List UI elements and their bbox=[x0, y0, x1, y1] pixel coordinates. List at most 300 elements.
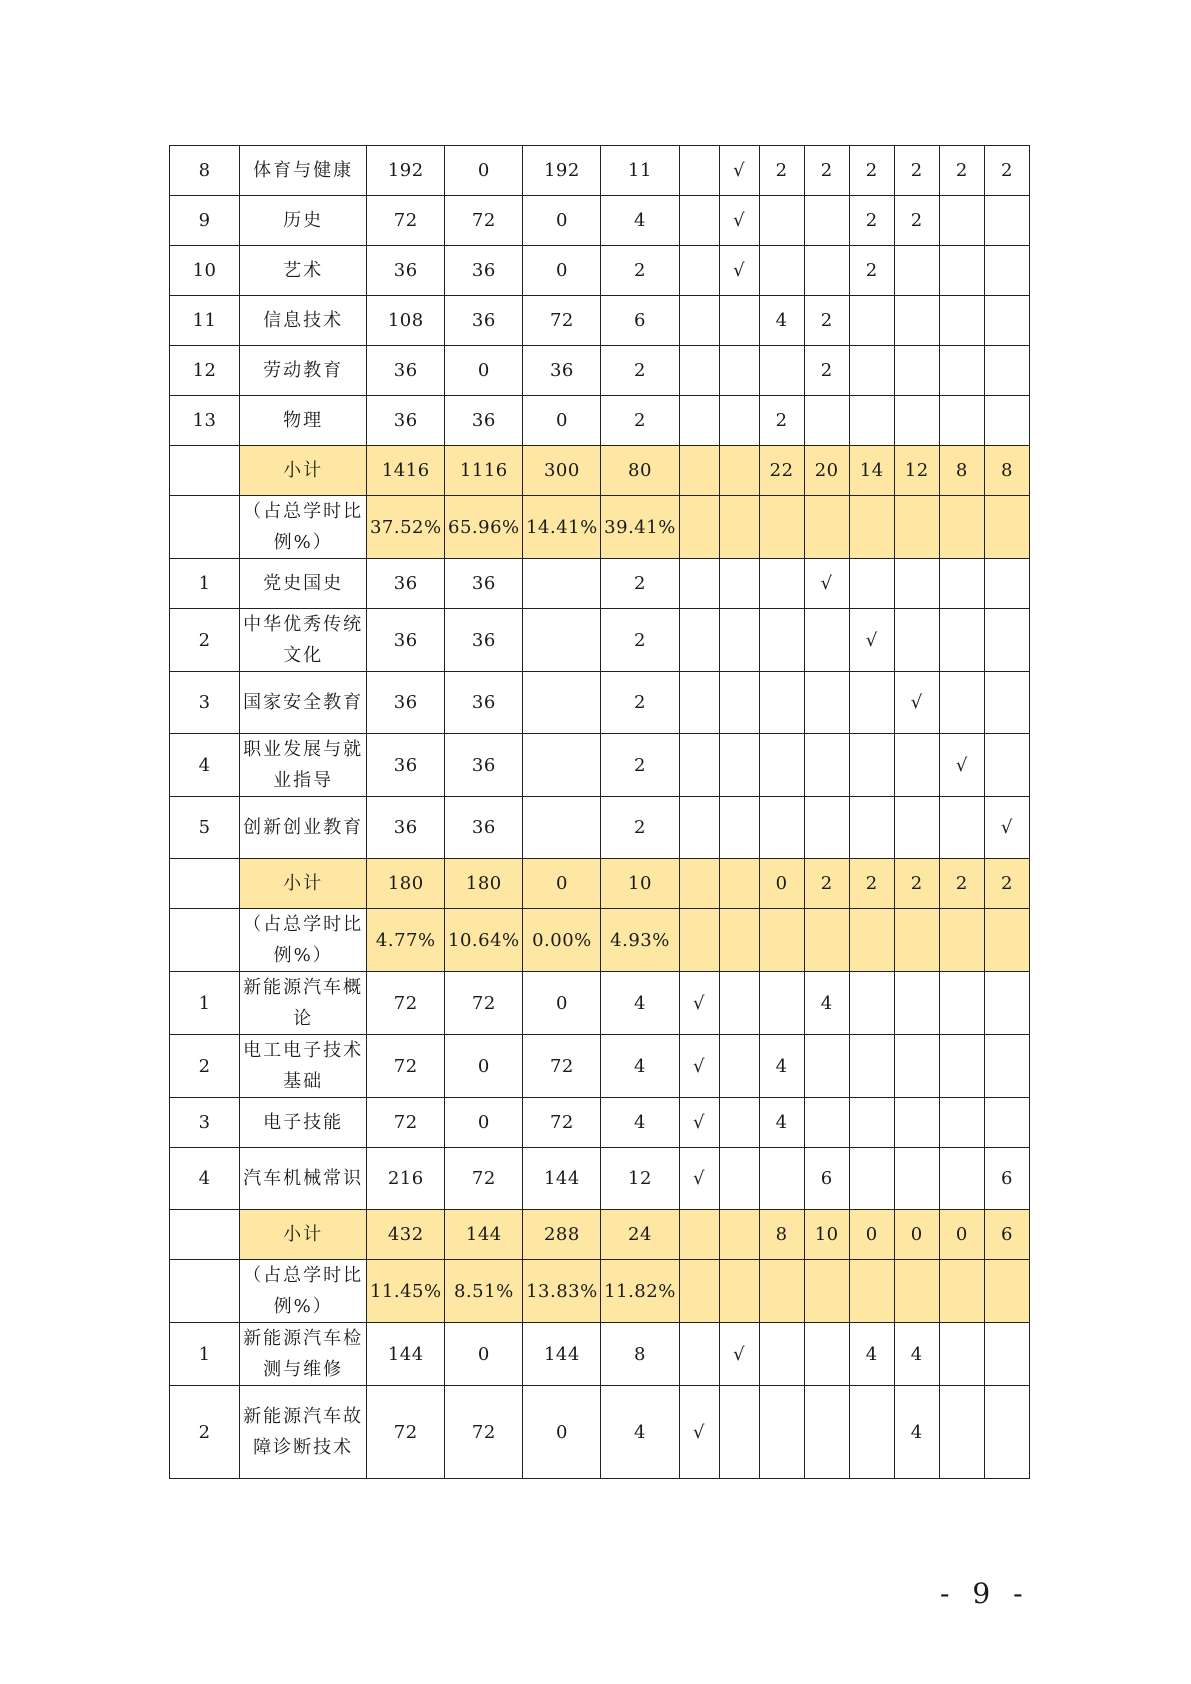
cell-practice-hours: 14.41% bbox=[523, 496, 601, 559]
cell-sem6 bbox=[984, 346, 1029, 396]
cell-total-hours: 36 bbox=[367, 559, 445, 609]
table-body bbox=[170, 146, 1030, 1479]
table-row bbox=[170, 672, 1030, 734]
cell-course-name: 信息技术 bbox=[240, 296, 367, 346]
cell-total-hours: 432 bbox=[367, 1210, 445, 1260]
cell-practice-hours: 72 bbox=[523, 296, 601, 346]
cell-sem2: 6 bbox=[804, 1148, 849, 1210]
cell-sem2: √ bbox=[804, 559, 849, 609]
table-row bbox=[170, 1035, 1030, 1098]
cell-credits: 24 bbox=[601, 1210, 679, 1260]
cell-sem3: 14 bbox=[849, 446, 894, 496]
cell-exam-mark bbox=[679, 446, 719, 496]
cell-exam-mark bbox=[679, 196, 719, 246]
cell-index bbox=[170, 496, 240, 559]
cell-sem5 bbox=[939, 496, 984, 559]
cell-sem5: 2 bbox=[939, 146, 984, 196]
cell-sem4 bbox=[894, 909, 939, 972]
cell-check-mark bbox=[719, 346, 759, 396]
cell-sem2 bbox=[804, 1323, 849, 1386]
cell-index: 2 bbox=[170, 1035, 240, 1098]
cell-sem6: 6 bbox=[984, 1210, 1029, 1260]
cell-exam-mark bbox=[679, 1260, 719, 1323]
cell-sem2 bbox=[804, 1098, 849, 1148]
cell-practice-hours: 144 bbox=[523, 1148, 601, 1210]
cell-check-mark bbox=[719, 296, 759, 346]
cell-sem3: 2 bbox=[849, 246, 894, 296]
cell-sem2 bbox=[804, 246, 849, 296]
cell-sem2 bbox=[804, 1035, 849, 1098]
cell-sem6 bbox=[984, 196, 1029, 246]
cell-sem5 bbox=[939, 672, 984, 734]
cell-index: 4 bbox=[170, 1148, 240, 1210]
cell-course-name: （占总学时比例%） bbox=[240, 496, 367, 559]
cell-credits: 4 bbox=[601, 972, 679, 1035]
table-row bbox=[170, 734, 1030, 797]
cell-sem1: 2 bbox=[759, 146, 804, 196]
cell-practice-hours: 0.00% bbox=[523, 909, 601, 972]
table-row bbox=[170, 972, 1030, 1035]
cell-practice-hours: 36 bbox=[523, 346, 601, 396]
cell-index: 1 bbox=[170, 972, 240, 1035]
cell-practice-hours: 13.83% bbox=[523, 1260, 601, 1323]
cell-exam-mark: √ bbox=[679, 1148, 719, 1210]
cell-theory-hours: 36 bbox=[445, 246, 523, 296]
cell-total-hours: 36 bbox=[367, 797, 445, 859]
cell-check-mark bbox=[719, 859, 759, 909]
table-row bbox=[170, 1386, 1030, 1479]
cell-sem5 bbox=[939, 196, 984, 246]
cell-sem3 bbox=[849, 1260, 894, 1323]
cell-credits: 2 bbox=[601, 246, 679, 296]
table-row bbox=[170, 146, 1030, 196]
cell-exam-mark bbox=[679, 559, 719, 609]
cell-exam-mark: √ bbox=[679, 1035, 719, 1098]
cell-credits: 11 bbox=[601, 146, 679, 196]
cell-theory-hours: 10.64% bbox=[445, 909, 523, 972]
cell-sem5 bbox=[939, 1260, 984, 1323]
cell-practice-hours: 144 bbox=[523, 1323, 601, 1386]
cell-sem3: 2 bbox=[849, 859, 894, 909]
cell-course-name: 物理 bbox=[240, 396, 367, 446]
cell-sem3 bbox=[849, 672, 894, 734]
cell-theory-hours: 65.96% bbox=[445, 496, 523, 559]
cell-sem5 bbox=[939, 246, 984, 296]
cell-sem6 bbox=[984, 734, 1029, 797]
cell-credits: 2 bbox=[601, 672, 679, 734]
cell-exam-mark bbox=[679, 146, 719, 196]
cell-sem4: 2 bbox=[894, 859, 939, 909]
cell-sem4 bbox=[894, 559, 939, 609]
cell-credits: 4 bbox=[601, 1098, 679, 1148]
table-row bbox=[170, 196, 1030, 246]
cell-total-hours: 36 bbox=[367, 346, 445, 396]
cell-sem5 bbox=[939, 396, 984, 446]
cell-sem5 bbox=[939, 972, 984, 1035]
cell-check-mark bbox=[719, 396, 759, 446]
cell-sem4: 2 bbox=[894, 196, 939, 246]
cell-total-hours: 108 bbox=[367, 296, 445, 346]
table-row bbox=[170, 559, 1030, 609]
cell-theory-hours: 36 bbox=[445, 296, 523, 346]
cell-sem5 bbox=[939, 559, 984, 609]
cell-practice-hours: 0 bbox=[523, 396, 601, 446]
cell-practice-hours: 300 bbox=[523, 446, 601, 496]
cell-practice-hours: 72 bbox=[523, 1098, 601, 1148]
cell-exam-mark bbox=[679, 797, 719, 859]
cell-index: 3 bbox=[170, 672, 240, 734]
cell-sem1 bbox=[759, 1386, 804, 1479]
table-row bbox=[170, 296, 1030, 346]
cell-theory-hours: 36 bbox=[445, 396, 523, 446]
cell-sem6 bbox=[984, 672, 1029, 734]
cell-course-name: 小计 bbox=[240, 1210, 367, 1260]
cell-total-hours: 216 bbox=[367, 1148, 445, 1210]
cell-total-hours: 36 bbox=[367, 246, 445, 296]
course-hours-table bbox=[169, 145, 1030, 1479]
cell-sem1 bbox=[759, 246, 804, 296]
cell-practice-hours: 288 bbox=[523, 1210, 601, 1260]
cell-credits: 6 bbox=[601, 296, 679, 346]
cell-course-name: 电子技能 bbox=[240, 1098, 367, 1148]
cell-course-name: 新能源汽车概论 bbox=[240, 972, 367, 1035]
cell-course-name: 中华优秀传统文化 bbox=[240, 609, 367, 672]
cell-credits: 2 bbox=[601, 396, 679, 446]
cell-course-name: 新能源汽车故障诊断技术 bbox=[240, 1386, 367, 1479]
cell-sem6 bbox=[984, 559, 1029, 609]
cell-index: 2 bbox=[170, 609, 240, 672]
cell-sem6: 2 bbox=[984, 146, 1029, 196]
cell-practice-hours: 72 bbox=[523, 1035, 601, 1098]
cell-exam-mark bbox=[679, 859, 719, 909]
cell-theory-hours: 72 bbox=[445, 1148, 523, 1210]
cell-sem2: 10 bbox=[804, 1210, 849, 1260]
cell-theory-hours: 72 bbox=[445, 196, 523, 246]
cell-credits: 2 bbox=[601, 609, 679, 672]
cell-practice-hours bbox=[523, 672, 601, 734]
table-row bbox=[170, 1323, 1030, 1386]
cell-sem4 bbox=[894, 609, 939, 672]
cell-sem3 bbox=[849, 346, 894, 396]
cell-sem1 bbox=[759, 609, 804, 672]
cell-course-name: 国家安全教育 bbox=[240, 672, 367, 734]
cell-sem1 bbox=[759, 909, 804, 972]
cell-sem1 bbox=[759, 496, 804, 559]
cell-sem3 bbox=[849, 909, 894, 972]
cell-sem5: 8 bbox=[939, 446, 984, 496]
cell-sem3 bbox=[849, 296, 894, 346]
cell-course-name: （占总学时比例%） bbox=[240, 909, 367, 972]
cell-exam-mark bbox=[679, 496, 719, 559]
cell-sem1 bbox=[759, 559, 804, 609]
cell-sem2 bbox=[804, 672, 849, 734]
table-row bbox=[170, 797, 1030, 859]
cell-total-hours: 72 bbox=[367, 1098, 445, 1148]
cell-index: 1 bbox=[170, 559, 240, 609]
cell-sem5: 0 bbox=[939, 1210, 984, 1260]
cell-check-mark: √ bbox=[719, 196, 759, 246]
cell-total-hours: 4.77% bbox=[367, 909, 445, 972]
cell-index bbox=[170, 859, 240, 909]
cell-exam-mark bbox=[679, 672, 719, 734]
cell-total-hours: 180 bbox=[367, 859, 445, 909]
cell-index: 11 bbox=[170, 296, 240, 346]
cell-course-name: 历史 bbox=[240, 196, 367, 246]
cell-sem1: 2 bbox=[759, 396, 804, 446]
cell-course-name: 小计 bbox=[240, 859, 367, 909]
cell-exam-mark: √ bbox=[679, 1386, 719, 1479]
cell-check-mark bbox=[719, 797, 759, 859]
cell-check-mark: √ bbox=[719, 246, 759, 296]
cell-sem2 bbox=[804, 196, 849, 246]
cell-theory-hours: 8.51% bbox=[445, 1260, 523, 1323]
cell-total-hours: 72 bbox=[367, 196, 445, 246]
cell-index: 9 bbox=[170, 196, 240, 246]
cell-sem4 bbox=[894, 1035, 939, 1098]
cell-sem2 bbox=[804, 396, 849, 446]
cell-sem5 bbox=[939, 1035, 984, 1098]
page-number: - 9 - bbox=[940, 1577, 1030, 1610]
cell-credits: 4 bbox=[601, 1386, 679, 1479]
subtotal-row bbox=[170, 859, 1030, 909]
cell-exam-mark bbox=[679, 1323, 719, 1386]
cell-course-name: 电工电子技术基础 bbox=[240, 1035, 367, 1098]
cell-sem4: 4 bbox=[894, 1386, 939, 1479]
cell-sem6 bbox=[984, 396, 1029, 446]
cell-index: 5 bbox=[170, 797, 240, 859]
table-row bbox=[170, 246, 1030, 296]
cell-credits: 12 bbox=[601, 1148, 679, 1210]
cell-sem6 bbox=[984, 609, 1029, 672]
ratio-row bbox=[170, 909, 1030, 972]
cell-practice-hours bbox=[523, 609, 601, 672]
cell-sem3 bbox=[849, 1148, 894, 1210]
cell-index bbox=[170, 1210, 240, 1260]
cell-course-name: （占总学时比例%） bbox=[240, 1260, 367, 1323]
cell-theory-hours: 36 bbox=[445, 609, 523, 672]
cell-sem3: 4 bbox=[849, 1323, 894, 1386]
cell-practice-hours bbox=[523, 734, 601, 797]
cell-sem6: √ bbox=[984, 797, 1029, 859]
cell-practice-hours: 0 bbox=[523, 972, 601, 1035]
cell-sem3 bbox=[849, 1035, 894, 1098]
cell-sem5 bbox=[939, 797, 984, 859]
cell-check-mark bbox=[719, 972, 759, 1035]
cell-sem6 bbox=[984, 1260, 1029, 1323]
cell-sem5: √ bbox=[939, 734, 984, 797]
cell-sem6 bbox=[984, 1323, 1029, 1386]
cell-sem3 bbox=[849, 396, 894, 446]
cell-sem2 bbox=[804, 734, 849, 797]
cell-check-mark bbox=[719, 446, 759, 496]
cell-index bbox=[170, 1260, 240, 1323]
cell-credits: 80 bbox=[601, 446, 679, 496]
cell-check-mark bbox=[719, 1386, 759, 1479]
cell-sem4: 2 bbox=[894, 146, 939, 196]
cell-check-mark bbox=[719, 609, 759, 672]
cell-sem1: 22 bbox=[759, 446, 804, 496]
cell-sem5 bbox=[939, 1323, 984, 1386]
cell-sem1 bbox=[759, 972, 804, 1035]
cell-index bbox=[170, 446, 240, 496]
cell-sem5 bbox=[939, 909, 984, 972]
cell-theory-hours: 36 bbox=[445, 672, 523, 734]
cell-sem2 bbox=[804, 797, 849, 859]
cell-sem1: 4 bbox=[759, 1035, 804, 1098]
cell-sem4: √ bbox=[894, 672, 939, 734]
cell-exam-mark bbox=[679, 396, 719, 446]
cell-sem3: 2 bbox=[849, 146, 894, 196]
subtotal-row bbox=[170, 446, 1030, 496]
cell-sem3 bbox=[849, 1098, 894, 1148]
cell-sem1: 0 bbox=[759, 859, 804, 909]
cell-credits: 4 bbox=[601, 1035, 679, 1098]
cell-exam-mark bbox=[679, 296, 719, 346]
cell-course-name: 劳动教育 bbox=[240, 346, 367, 396]
cell-course-name: 体育与健康 bbox=[240, 146, 367, 196]
cell-exam-mark bbox=[679, 909, 719, 972]
cell-sem1 bbox=[759, 196, 804, 246]
cell-exam-mark bbox=[679, 1210, 719, 1260]
cell-theory-hours: 0 bbox=[445, 1323, 523, 1386]
cell-sem5 bbox=[939, 346, 984, 396]
cell-sem4 bbox=[894, 1148, 939, 1210]
cell-sem6: 8 bbox=[984, 446, 1029, 496]
cell-credits: 8 bbox=[601, 1323, 679, 1386]
cell-sem2: 2 bbox=[804, 146, 849, 196]
cell-check-mark bbox=[719, 909, 759, 972]
cell-sem4 bbox=[894, 396, 939, 446]
cell-sem4 bbox=[894, 972, 939, 1035]
cell-total-hours: 72 bbox=[367, 1386, 445, 1479]
cell-check-mark bbox=[719, 1210, 759, 1260]
cell-practice-hours: 0 bbox=[523, 859, 601, 909]
cell-theory-hours: 0 bbox=[445, 1035, 523, 1098]
cell-sem3 bbox=[849, 797, 894, 859]
cell-sem4 bbox=[894, 296, 939, 346]
cell-sem3: 0 bbox=[849, 1210, 894, 1260]
cell-sem3: √ bbox=[849, 609, 894, 672]
cell-index: 1 bbox=[170, 1323, 240, 1386]
cell-index: 2 bbox=[170, 1386, 240, 1479]
cell-index: 8 bbox=[170, 146, 240, 196]
cell-practice-hours: 192 bbox=[523, 146, 601, 196]
cell-course-name: 小计 bbox=[240, 446, 367, 496]
cell-sem2: 20 bbox=[804, 446, 849, 496]
cell-sem2 bbox=[804, 909, 849, 972]
cell-credits: 2 bbox=[601, 797, 679, 859]
cell-sem3 bbox=[849, 972, 894, 1035]
cell-sem6 bbox=[984, 1098, 1029, 1148]
cell-sem3 bbox=[849, 734, 894, 797]
cell-theory-hours: 36 bbox=[445, 559, 523, 609]
cell-index: 12 bbox=[170, 346, 240, 396]
cell-sem5: 2 bbox=[939, 859, 984, 909]
cell-total-hours: 1416 bbox=[367, 446, 445, 496]
cell-sem5 bbox=[939, 1148, 984, 1210]
cell-sem1: 8 bbox=[759, 1210, 804, 1260]
cell-sem1 bbox=[759, 797, 804, 859]
cell-sem4 bbox=[894, 797, 939, 859]
cell-sem4 bbox=[894, 1260, 939, 1323]
subtotal-row bbox=[170, 1210, 1030, 1260]
cell-sem3 bbox=[849, 559, 894, 609]
cell-index: 3 bbox=[170, 1098, 240, 1148]
cell-sem5 bbox=[939, 296, 984, 346]
cell-sem1: 4 bbox=[759, 296, 804, 346]
cell-sem6: 6 bbox=[984, 1148, 1029, 1210]
cell-exam-mark: √ bbox=[679, 1098, 719, 1148]
cell-sem6: 2 bbox=[984, 859, 1029, 909]
cell-theory-hours: 0 bbox=[445, 1098, 523, 1148]
cell-sem1 bbox=[759, 1148, 804, 1210]
cell-theory-hours: 0 bbox=[445, 146, 523, 196]
cell-credits: 39.41% bbox=[601, 496, 679, 559]
table-row bbox=[170, 396, 1030, 446]
cell-check-mark: √ bbox=[719, 1323, 759, 1386]
cell-credits: 4 bbox=[601, 196, 679, 246]
cell-exam-mark bbox=[679, 734, 719, 797]
cell-practice-hours bbox=[523, 559, 601, 609]
cell-check-mark bbox=[719, 496, 759, 559]
table-row bbox=[170, 1148, 1030, 1210]
cell-sem3 bbox=[849, 1386, 894, 1479]
cell-credits: 2 bbox=[601, 346, 679, 396]
ratio-row bbox=[170, 496, 1030, 559]
cell-total-hours: 37.52% bbox=[367, 496, 445, 559]
cell-total-hours: 11.45% bbox=[367, 1260, 445, 1323]
cell-course-name: 创新创业教育 bbox=[240, 797, 367, 859]
cell-exam-mark bbox=[679, 346, 719, 396]
cell-check-mark bbox=[719, 734, 759, 797]
cell-sem3 bbox=[849, 496, 894, 559]
cell-sem5 bbox=[939, 1386, 984, 1479]
cell-sem1: 4 bbox=[759, 1098, 804, 1148]
cell-sem6 bbox=[984, 496, 1029, 559]
cell-theory-hours: 36 bbox=[445, 797, 523, 859]
cell-total-hours: 36 bbox=[367, 396, 445, 446]
cell-sem1 bbox=[759, 672, 804, 734]
cell-check-mark bbox=[719, 672, 759, 734]
cell-sem6 bbox=[984, 1386, 1029, 1479]
cell-check-mark bbox=[719, 1260, 759, 1323]
cell-total-hours: 72 bbox=[367, 972, 445, 1035]
cell-index: 10 bbox=[170, 246, 240, 296]
cell-course-name: 艺术 bbox=[240, 246, 367, 296]
table-row bbox=[170, 609, 1030, 672]
cell-sem6 bbox=[984, 246, 1029, 296]
cell-index: 4 bbox=[170, 734, 240, 797]
cell-sem4: 4 bbox=[894, 1323, 939, 1386]
cell-check-mark: √ bbox=[719, 146, 759, 196]
cell-sem4 bbox=[894, 346, 939, 396]
cell-check-mark bbox=[719, 559, 759, 609]
cell-course-name: 党史国史 bbox=[240, 559, 367, 609]
cell-sem2 bbox=[804, 1260, 849, 1323]
cell-course-name: 汽车机械常识 bbox=[240, 1148, 367, 1210]
cell-theory-hours: 180 bbox=[445, 859, 523, 909]
cell-course-name: 新能源汽车检测与维修 bbox=[240, 1323, 367, 1386]
cell-exam-mark bbox=[679, 246, 719, 296]
cell-sem6 bbox=[984, 1035, 1029, 1098]
cell-exam-mark bbox=[679, 609, 719, 672]
cell-theory-hours: 72 bbox=[445, 972, 523, 1035]
cell-sem1 bbox=[759, 346, 804, 396]
cell-sem4 bbox=[894, 496, 939, 559]
cell-check-mark bbox=[719, 1098, 759, 1148]
cell-sem2 bbox=[804, 496, 849, 559]
cell-theory-hours: 36 bbox=[445, 734, 523, 797]
